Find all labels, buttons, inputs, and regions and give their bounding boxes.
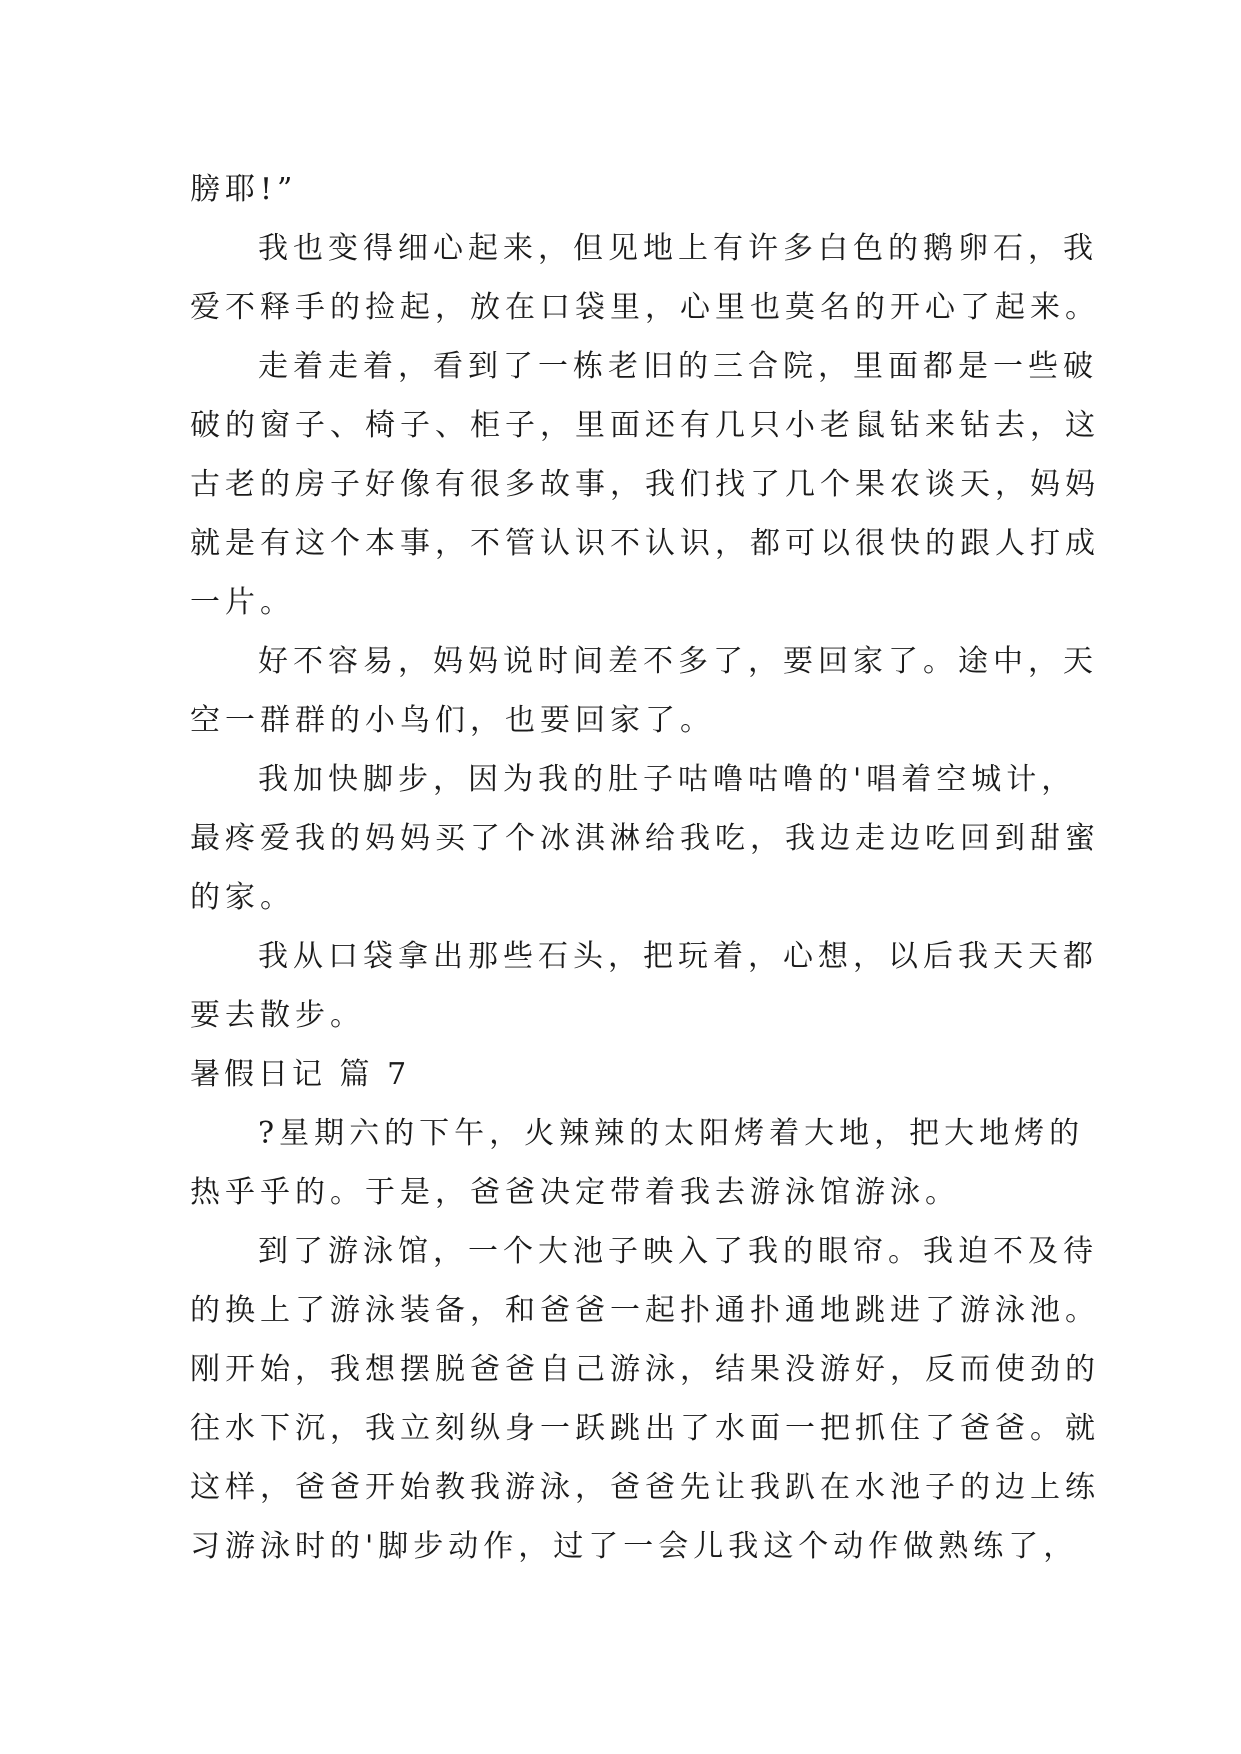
paragraph-start-line: 走着走着，看到了一栋老旧的三合院，里面都是一些破 <box>258 349 1098 384</box>
text-line: 刚开始，我想摆脱爸爸自己游泳，结果没游好，反而使劲的 <box>190 1352 1100 1387</box>
text-line: 破的窗子、椅子、柜子，里面还有几只小老鼠钻来钻去，这 <box>190 408 1100 443</box>
paragraph-start-line: 我也变得细心起来，但见地上有许多白色的鹅卵石，我 <box>258 231 1098 266</box>
paragraph-start-line: 好不容易，妈妈说时间差不多了，要回家了。途中，天 <box>258 644 1098 679</box>
text-line: 往水下沉，我立刻纵身一跃跳出了水面一把抓住了爸爸。就 <box>190 1411 1100 1446</box>
text-line: 膀耶!” <box>190 172 298 207</box>
text-line: 最疼爱我的妈妈买了个冰淇淋给我吃，我边走边吃回到甜蜜 <box>190 821 1100 856</box>
section-heading: 暑假日记 篇 7 <box>190 1057 411 1092</box>
text-line: 空一群群的小鸟们，也要回家了。 <box>190 703 715 738</box>
text-line: 爱不释手的捡起，放在口袋里，心里也莫名的开心了起来。 <box>190 290 1100 325</box>
text-line: 这样，爸爸开始教我游泳，爸爸先让我趴在水池子的边上练 <box>190 1470 1100 1505</box>
paragraph-start-line: ?星期六的下午，火辣辣的太阳烤着大地，把大地烤的 <box>258 1116 1085 1151</box>
text-line: 要去散步。 <box>190 998 365 1033</box>
text-line: 古老的房子好像有很多故事，我们找了几个果农谈天，妈妈 <box>190 467 1100 502</box>
body-text <box>190 160 1100 1576</box>
text-line: 的家。 <box>190 880 295 915</box>
paragraph-start-line: 到了游泳馆，一个大池子映入了我的眼帘。我迫不及待 <box>258 1234 1098 1269</box>
text-line: 热乎乎的。于是，爸爸决定带着我去游泳馆游泳。 <box>190 1175 960 1210</box>
text-line: 习游泳时的'脚步动作，过了一会儿我这个动作做熟练了， <box>190 1529 1079 1564</box>
paragraph-start-line: 我从口袋拿出那些石头，把玩着，心想，以后我天天都 <box>258 939 1098 974</box>
paragraph-start-line: 我加快脚步，因为我的肚子咕噜咕噜的'唱着空城计， <box>258 762 1077 797</box>
text-line: 一片。 <box>190 585 295 620</box>
text-line: 的换上了游泳装备，和爸爸一起扑通扑通地跳进了游泳池。 <box>190 1293 1100 1328</box>
text-line: 就是有这个本事，不管认识不认识，都可以很快的跟人打成 <box>190 526 1100 561</box>
